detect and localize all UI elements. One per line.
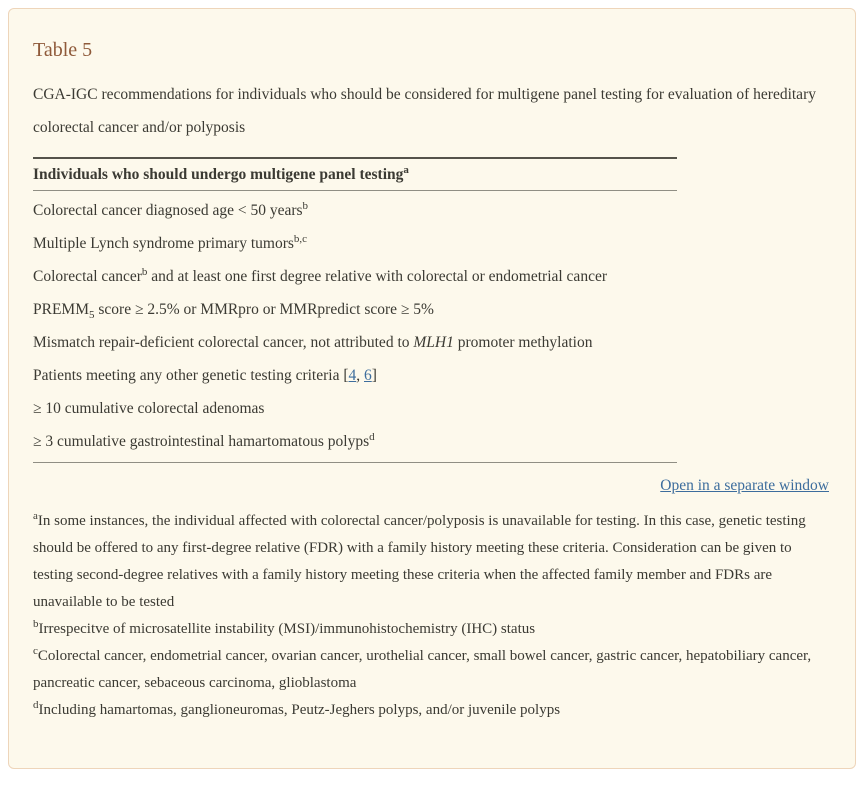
- subscript: 5: [89, 309, 95, 322]
- table-row: ≥ 3 cumulative gastrointestinal hamartomatous polyps$^d$: [33, 430, 375, 450]
- footnote-b: $^b$Irrespecitve of microsatellite instability (MSI)/immunohistochemistry (IHC) status: [33, 618, 536, 637]
- table-rows: [33, 191, 677, 463]
- citation-link-4[interactable]: 4: [348, 367, 357, 384]
- criteria-table: [33, 157, 677, 463]
- footnotes: [33, 508, 829, 724]
- footnote-marker: a: [33, 510, 38, 522]
- table-row: Mismatch repair-deficient colorectal cancer, not attributed to MLH1 promoter methylation: [33, 334, 593, 351]
- footnote-a: $^a$In some instances, the individual affected with colorectal cancer/polyposis is unavailable for testing. In this case, genetic testing should be offered to any first-degree relative (FDR) with a family history meeting these criteria. Consideration can be given to testing second-degree relatives with a family history meeting these criteria when the affected family member and FDRs are unavailable to be tested: [33, 510, 806, 610]
- table-row: ≥ 10 cumulative colorectal adenomas: [33, 400, 265, 417]
- footnote-marker: b: [33, 618, 39, 630]
- footnote-marker: d: [369, 430, 375, 443]
- table-header-row: Individuals who should undergo multigene panel testing$^a$: [33, 157, 677, 191]
- table-row: Patients meeting any other genetic testing criteria [4, 6]: [33, 367, 377, 384]
- table-row: Multiple Lynch syndrome primary tumors$^{b,c}$: [33, 232, 308, 252]
- table-title: Table 5: [33, 39, 93, 61]
- footnote-marker: d: [33, 699, 39, 711]
- footnote-marker: b,c: [293, 232, 308, 245]
- table-actions: [33, 476, 829, 496]
- table-row: Colorectal cancer$^b$ and at least one first degree relative with colorectal or endometrial cancer: [33, 265, 607, 285]
- table-row: Colorectal cancer diagnosed age < 50 years$^b$: [33, 199, 309, 219]
- table-caption: CGA-IGC recommendations for individuals who should be considered for multigene panel testing for evaluation of hereditary colorectal cancer and/or polyposis: [33, 86, 816, 136]
- table-card: [8, 8, 856, 769]
- footnote-d: $^d$Including hamartomas, ganglioneuromas, Peutz-Jeghers polyps, and/or juvenile polyps: [33, 699, 561, 718]
- table-row: $PREMM_5$ score ≥ 2.5% or MMRpro or MMRpredict score ≥ 5%: [33, 301, 434, 322]
- footnote-marker: b: [302, 199, 309, 212]
- footnote-marker: a: [403, 163, 409, 176]
- footnote-c: $^c$Colorectal cancer, endometrial cancer, ovarian cancer, urothelial cancer, small bowel cancer, gastric cancer, hepatobiliary cancer, pancreatic cancer, sebaceous carcinoma, glioblastoma: [33, 645, 812, 691]
- footnote-marker: b: [141, 265, 148, 278]
- citation-link-6[interactable]: 6: [364, 367, 372, 384]
- gene-name: MLH1: [413, 334, 454, 351]
- footnote-marker: c: [33, 645, 38, 657]
- open-separate-window-link[interactable]: Open in a separate window: [660, 477, 829, 494]
